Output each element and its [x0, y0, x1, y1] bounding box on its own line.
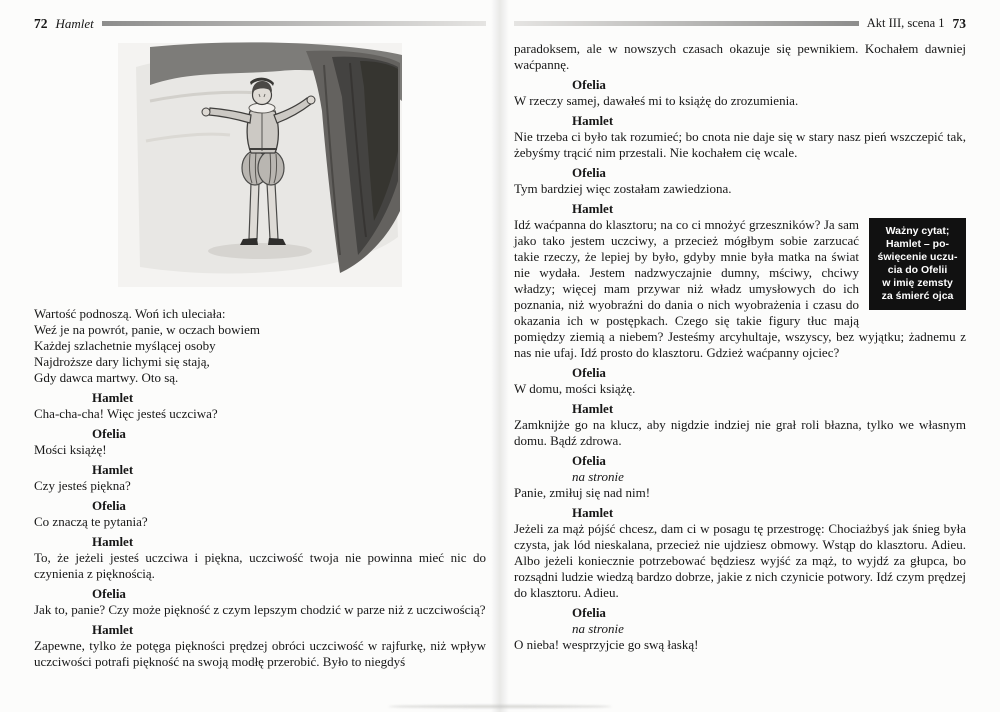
speaker-name: Ofelia	[572, 605, 606, 620]
speaker-name: Hamlet	[572, 401, 614, 416]
speaker-name: Hamlet	[572, 113, 614, 128]
verse-block	[34, 306, 486, 386]
verse-line: Najdroższe dary lichymi się stają,	[34, 354, 210, 369]
verse-line: Gdy dawca martwy. Oto są.	[34, 370, 179, 385]
dialogue-text: W rzeczy samej, dawałeś mi to książę do zrozumienia.	[514, 93, 799, 108]
speaker-name: Ofelia	[572, 77, 606, 92]
speaker-name: Hamlet	[92, 622, 134, 637]
speaker-name: Hamlet	[572, 505, 614, 520]
right-header-rule	[514, 21, 859, 26]
stage-direction: na stronie	[572, 621, 624, 636]
verse-line: Wartość podnoszą. Woń ich uleciała:	[34, 306, 226, 321]
stage-direction: na stronie	[572, 469, 624, 484]
dialogue-text: Panie, zmiłuj się nad nim!	[514, 485, 651, 500]
dialogue-text: Jak to, panie? Czy może piękność z czym lepszym chodzić w parze niż z uczciwością?	[34, 602, 486, 617]
dialogue-text: Mości książę!	[34, 442, 107, 457]
dialogue-text: Czy jesteś piękna?	[34, 478, 131, 493]
continuation-text: paradoksem, ale w nowszych czasach okazuje się pewnikiem. Kochałem dawniej waćpannę.	[514, 41, 966, 72]
speaker-name: Ofelia	[92, 426, 126, 441]
dialogue-text	[514, 217, 966, 361]
speaker-name: Ofelia	[572, 453, 606, 468]
margin-note-line: w imię zemsty	[882, 277, 953, 289]
dialogue-text: Zamknijże go na klucz, aby nigdzie indziej nie grał roli błazna, tylko we własnym domu. Bądź zdrowa.	[514, 417, 966, 448]
margin-note-line: za śmierć ojca	[881, 290, 954, 302]
margin-note-important-quote	[869, 218, 966, 310]
left-header-rule	[102, 21, 486, 26]
right-page-header	[514, 15, 966, 32]
dialogue-text: Co znaczą te pytania?	[34, 514, 148, 529]
speaker-name: Hamlet	[572, 201, 614, 216]
verse-line: Każdej szlachetnie myślącej osoby	[34, 338, 216, 353]
left-page-header	[34, 15, 486, 32]
verse-line: Weź je na powrót, panie, w oczach bowiem	[34, 322, 261, 337]
right-page-number: 73	[952, 15, 966, 31]
margin-note-line: cia do Ofelii	[887, 264, 948, 276]
margin-note-line: święcenie uczu-	[877, 251, 958, 263]
speaker-name: Ofelia	[92, 498, 126, 513]
margin-note-line: Hamlet – po-	[885, 238, 949, 250]
page-right	[500, 0, 1000, 712]
dialogue-text: Cha-cha-cha! Więc jesteś uczciwa?	[34, 406, 218, 421]
dialogue-text: Tym bardziej więc zostałam zawiedziona.	[514, 181, 732, 196]
page-bottom-shadow	[388, 705, 612, 708]
hamlet-illustration	[110, 41, 410, 296]
speaker-name: Hamlet	[92, 534, 134, 549]
margin-note-line: Ważny cytat;	[885, 225, 950, 237]
dialogue-text: W domu, mości książę.	[514, 381, 636, 396]
speaker-name: Ofelia	[92, 586, 126, 601]
speaker-name: Hamlet	[92, 390, 134, 405]
left-running-title: Hamlet	[55, 15, 94, 31]
dialogue-text: Zapewne, tylko że potęga piękności prędzej obróci uczciwość w rajfurkę, niż wpływ uczciwości potrafi piękność na swoją modłę przerobić. Było to niegdyś	[34, 638, 486, 669]
speaker-name: Ofelia	[572, 365, 606, 380]
dialogue-text: O nieba! wesprzyjcie go swą łaską!	[514, 637, 699, 652]
speaker-name: Hamlet	[92, 462, 134, 477]
dialogue-text-content: Idź waćpanna do klasztoru; na co ci mnożyć grzeszników? Ja sam jako tako jestem uczciwy, a przecież mógłbym sobie zarzucać takie rzeczy, że lepiej by było, gdyby mnie była matka na świat nie wydała. Jestem nadzwyczajnie dumny, mściwy, chciwy władzy; więcej mam przywar niż władz umysłowych do ich poznania, niż wyobraźni do dania o nich wyobrażenia i czasu do okazania ich w postępkach. Czego się takie figury tłuc mają pomiędzy ziemią a niebem? Jesteśmy arcyhultaje, wszyscy, bez wyjątku; żadnemu z nas nie ufaj. Idź prosto do klasztoru. Gdzież waćpanny ojciec?	[514, 217, 966, 360]
speaker-name: Ofelia	[572, 165, 606, 180]
right-running-title: Akt III, scena 1	[866, 16, 945, 30]
dialogue-text: Nie trzeba ci było tak rozumieć; bo cnota nie daje się w stary nasz pień wszczepić tak, żebyśmy trącić nim przestali. Nie kochałem cię wcale.	[514, 129, 966, 160]
dialogue-text: Jeżeli za mąż pójść chcesz, dam ci w posagu tę przestrogę: Chociażbyś jak śnieg była czysta, jak lód nieskalana, przecież nie ujdziesz obmowy. Wstąp do klasztoru. Adieu. Albo jeżeli koniecznie potrzebować będziesz wyjść za mąż, to wyjdź za głupca, bo rozsądni ludzie wiedzą bardzo dobrze, jakie z nich czynicie potwory. Idź czym prędzej do klasztoru. Adieu.	[514, 521, 966, 600]
dialogue-text: To, że jeżeli jesteś uczciwa i piękna, uczciwość twoja nie powinna mieć nic do czynienia z pięknością.	[34, 550, 486, 581]
left-page-number: 72	[34, 15, 48, 31]
